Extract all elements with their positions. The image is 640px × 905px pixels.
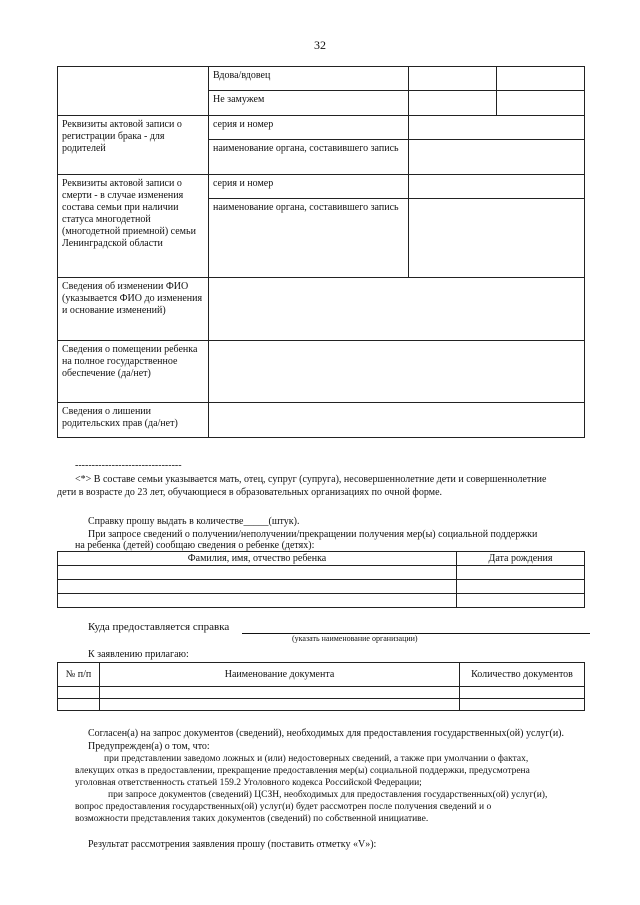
- destination-label: Куда предоставляется справка: [88, 621, 230, 633]
- state-care-value[interactable]: [209, 341, 585, 403]
- marriage-series-value[interactable]: [409, 116, 585, 140]
- fio-change-value[interactable]: [209, 278, 585, 341]
- table-row: [58, 116, 585, 140]
- warning-1-line-1: при представлении заведомо ложных и (или) недостоверных сведений, а также при умолчании о фактах,: [104, 754, 529, 764]
- marriage-record-label: Реквизиты актовой записи о регистрации брака - для родителей: [58, 116, 209, 175]
- table-row: [58, 278, 585, 341]
- warned-text: Предупрежден(а) о том, что:: [88, 741, 210, 752]
- page-number: 32: [314, 38, 326, 52]
- marital-status-unmarried: Не замужем: [209, 91, 409, 116]
- footnote-line-1: <*> В составе семьи указывается мать, отец, супруг (супруга), несовершеннолетние дети и совершеннолетние: [75, 474, 547, 485]
- attach-count-cell[interactable]: [460, 699, 585, 711]
- death-series-value[interactable]: [409, 175, 585, 199]
- attach-num-cell[interactable]: [58, 687, 100, 699]
- table-header-row: [58, 552, 585, 566]
- marriage-series-label: серия и номер: [209, 116, 409, 140]
- warning-2-line-2: вопрос предоставления государственных(ой) услуг(и) будет рассмотрен после получения сведений и о: [75, 802, 492, 812]
- table-row: [58, 594, 585, 608]
- attach-name-cell[interactable]: [100, 687, 460, 699]
- warning-2-line-1: при запросе документов (сведений) ЦСЗН, необходимых для предоставления государственных(ой) услуг(и),: [108, 790, 548, 800]
- child-name-cell[interactable]: [58, 594, 457, 608]
- attach-name-header: Наименование документа: [100, 663, 460, 687]
- deprivation-value[interactable]: [209, 403, 585, 438]
- request-line-2: на ребенка (детей) сообщаю сведения о ребенке (детях):: [75, 540, 315, 551]
- destination-hint: (указать наименование организации): [292, 634, 418, 643]
- footnote-separator: --------------------------------: [75, 460, 182, 471]
- table-row: [58, 566, 585, 580]
- state-care-label: Сведения о помещении ребенка на полное государственное обеспечение (да/нет): [58, 341, 209, 403]
- request-line-1: При запросе сведений о получении/неполучении/прекращении получения мер(ы) социальной поддержки: [88, 529, 538, 540]
- table-row: [58, 67, 585, 91]
- fio-change-label: Сведения об изменении ФИО (указывается ФИО до изменения и основание изменений): [58, 278, 209, 341]
- death-organ-label: наименование органа, составившего запись: [209, 199, 409, 278]
- marital-status-widow: Вдова/вдовец: [209, 67, 409, 91]
- child-name-cell[interactable]: [58, 566, 457, 580]
- attachments-label: К заявлению прилагаю:: [88, 649, 189, 660]
- child-birthdate-cell[interactable]: [457, 566, 585, 580]
- attach-num-header: № п/п: [58, 663, 100, 687]
- value-cell[interactable]: [497, 67, 585, 91]
- deprivation-label: Сведения о лишении родительских прав (да/нет): [58, 403, 209, 438]
- attach-name-cell[interactable]: [100, 699, 460, 711]
- attach-count-header: Количество документов: [460, 663, 585, 687]
- table-row: [58, 403, 585, 438]
- value-cell[interactable]: [409, 91, 497, 116]
- marriage-organ-label: наименование органа, составившего запись: [209, 140, 409, 175]
- death-organ-value[interactable]: [409, 199, 585, 278]
- value-cell[interactable]: [409, 67, 497, 91]
- death-series-label: серия и номер: [209, 175, 409, 199]
- result-instruction: Результат рассмотрения заявления прошу (поставить отметку «V»):: [88, 839, 377, 850]
- table-row: [58, 580, 585, 594]
- children-table: [57, 551, 585, 608]
- death-record-label: Реквизиты актовой записи о смерти - в случае изменения состава семьи при наличии статуса многодетной (многодетной приемной) семьи Ленинградской области: [58, 175, 209, 278]
- table-row: [58, 687, 585, 699]
- applicant-details-table: [57, 66, 585, 438]
- footnote-line-2: дети в возрасте до 23 лет, обучающиеся в образовательных организациях по очной форме.: [57, 487, 443, 498]
- warning-2-line-3: возможности представления таких документов (сведений) по собственной инициативе.: [75, 814, 429, 824]
- attach-count-cell[interactable]: [460, 687, 585, 699]
- child-birthdate-header: Дата рождения: [457, 552, 585, 566]
- table-cell: [58, 67, 209, 116]
- attach-num-cell[interactable]: [58, 699, 100, 711]
- child-name-header: Фамилия, имя, отчество ребенка: [58, 552, 457, 566]
- value-cell[interactable]: [497, 91, 585, 116]
- consent-text: Согласен(а) на запрос документов (сведений), необходимых для предоставления государственных(ой) услуг(и).: [88, 728, 564, 739]
- table-row: [58, 341, 585, 403]
- marriage-organ-value[interactable]: [409, 140, 585, 175]
- child-birthdate-cell[interactable]: [457, 594, 585, 608]
- table-row: [58, 699, 585, 711]
- table-header-row: [58, 663, 585, 687]
- child-birthdate-cell[interactable]: [457, 580, 585, 594]
- table-row: [58, 175, 585, 199]
- certificate-count-line: Справку прошу выдать в количестве_____(штук).: [88, 516, 300, 527]
- attachments-table: [57, 662, 585, 711]
- child-name-cell[interactable]: [58, 580, 457, 594]
- warning-1-line-3: уголовная ответственность статьей 159.2 Уголовного кодекса Российской Федерации;: [75, 778, 422, 788]
- warning-1-line-2: влекущих отказ в предоставлении, прекращение предоставления мер(ы) социальной поддержки, предусмотрена: [75, 766, 530, 776]
